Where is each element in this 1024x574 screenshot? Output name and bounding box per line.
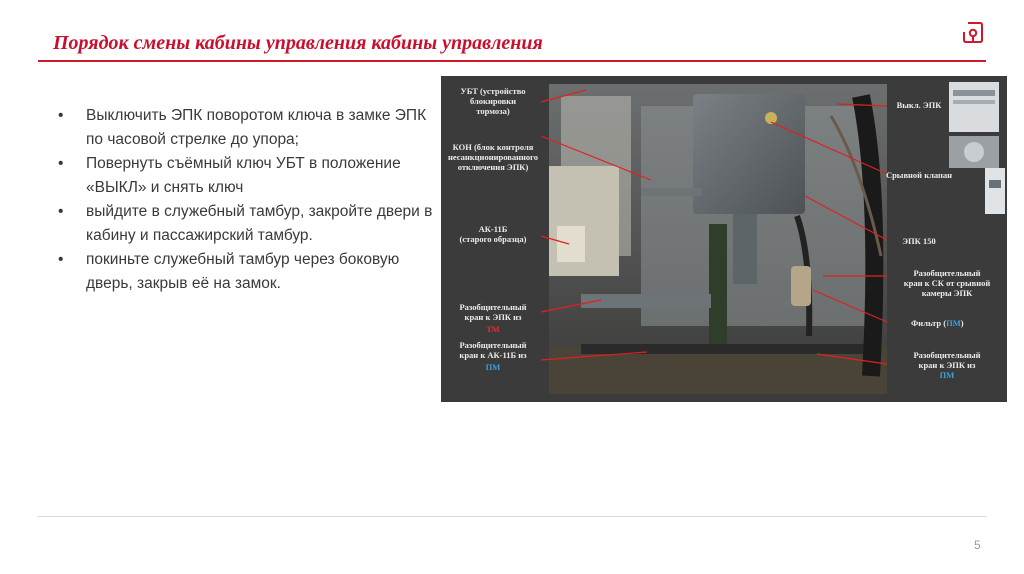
equipment-photo <box>441 76 1007 402</box>
photo-label-raz-ak: Разобщительный <box>459 340 527 350</box>
instruction-item: • Выключить ЭПК поворотом ключа в замке ЭПК по часовой стрелке до упора; <box>58 104 438 152</box>
photo-label-ubt: блокировки <box>469 96 517 106</box>
instruction-item: • Повернуть съёмный ключ УБТ в положение «ВЫКЛ» и снять ключ <box>58 152 438 200</box>
title-rule <box>38 60 986 62</box>
photo-label-ubt: тормоза) <box>476 106 510 116</box>
photo-label-pm: ПМ <box>939 370 955 380</box>
photo-label-epk150: ЭПК 150 <box>902 236 936 246</box>
photo-label-raz-epk-left: кран к ЭПК из <box>464 312 522 322</box>
photo-label-ak: АК-11Б <box>478 224 508 234</box>
photo-label-sryv-klapan: Срывной клапан <box>885 170 953 180</box>
slide-title: Порядок смены кабины управления кабины управления <box>53 32 543 54</box>
rzd-logo-icon <box>960 20 986 46</box>
photo-label-raz-sk: кран к СК от срывной <box>903 278 991 288</box>
photo-label-filtr: Фильтр (ПМ) <box>911 318 964 328</box>
photo-label-raz-ak: кран к АК-11Б из <box>459 350 527 360</box>
instruction-item: • выйдите в служебный тамбур, закройте двери в кабину и пассажирский тамбур. <box>58 200 438 248</box>
photo-label-kon: несанкционированного <box>447 152 539 162</box>
bottom-rule <box>38 516 986 517</box>
photo-label-raz-sk: Разобщительный <box>913 268 981 278</box>
photo-label-raz-epk-left: Разобщительный <box>459 302 527 312</box>
instruction-item: • покиньте служебный тамбур через боковую дверь, закрыв её на замок. <box>58 248 438 296</box>
photo-label-tm: ТМ <box>486 324 500 334</box>
photo-label-ak: (старого образца) <box>459 234 527 244</box>
photo-label-raz-sk: камеры ЭПК <box>921 288 973 298</box>
photo-label-raz-epk-right: Разобщительный <box>913 350 981 360</box>
photo-label-pm: ПМ <box>485 362 501 372</box>
photo-label-raz-epk-right: кран к ЭПК из <box>918 360 976 370</box>
photo-label-vykl-epk: Выкл. ЭПК <box>896 100 942 110</box>
instruction-list <box>58 104 438 296</box>
photo-label-kon: КОН (блок контроля <box>452 142 534 152</box>
photo-label-ubt: УБТ (устройство <box>460 86 526 96</box>
photo-label-kon: отключения ЭПК) <box>457 162 529 172</box>
page-number: 5 <box>974 538 981 552</box>
